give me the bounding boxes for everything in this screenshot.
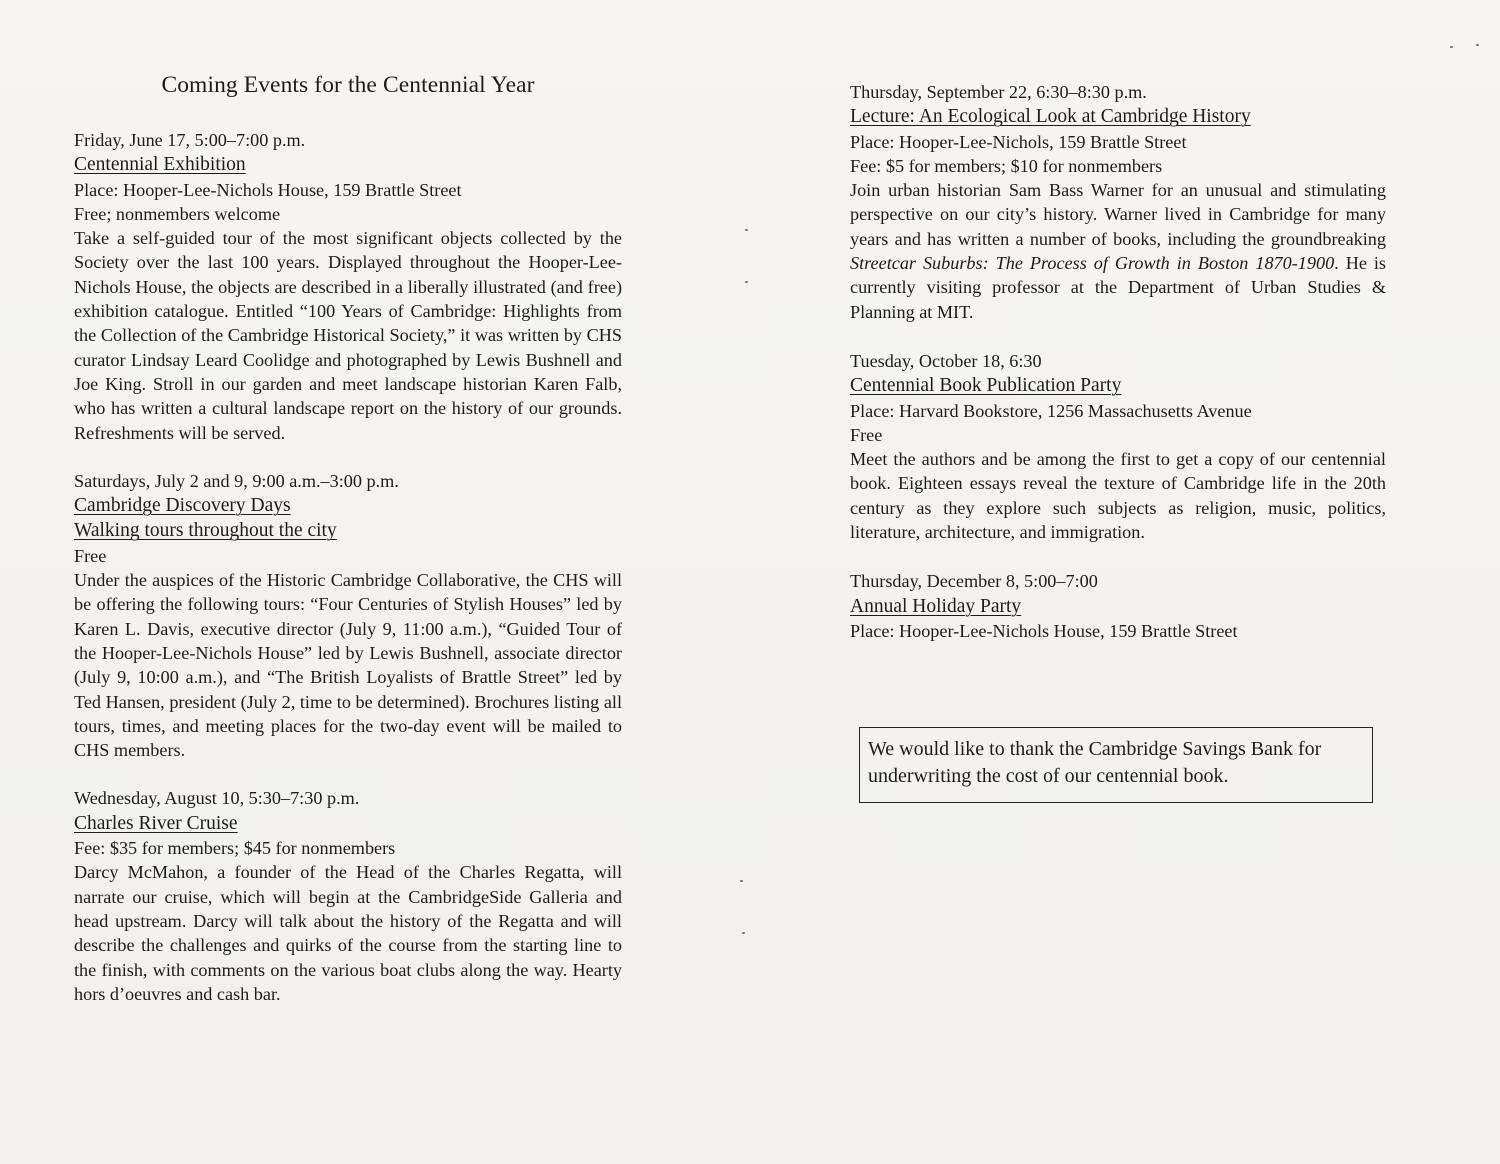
event-place: Place: Hooper-Lee-Nichols House, 159 Brattle Street xyxy=(850,620,1238,641)
description-text: Join urban historian Sam Bass Warner for an unusual and stimulating perspective on our city’s history. Warner lived in Cambridge for many years and has written a number of books, including the groundbreaking xyxy=(850,180,1386,249)
event-description: Take a self-guided tour of the most significant objects collected by the Society over the last 100 years. Displayed throughout the Hooper-Lee-Nichols House, the objects are described in a liberally illustrated (and free) exhibition catalogue. Entitled “100 Years of Cambridge: Highlights from the Collection of the Cambridge Historical Society,” it was written by CHS curator Lindsay Leard Coolidge and photographed by Lewis Bushnell and Joe King. Stroll in our garden and meet landscape historian Karen Falb, who has written a cultural landscape report on the history of our grounds. Refreshments will be served. xyxy=(74,228,622,443)
event-place: Place: Hooper-Lee-Nichols, 159 Brattle Street xyxy=(850,131,1187,152)
event-fee: Fee: $5 for members; $10 for nonmembers xyxy=(850,155,1163,176)
event-fee: Free; nonmembers welcome xyxy=(74,203,281,224)
scan-speck xyxy=(745,229,748,231)
event-centennial-exhibition xyxy=(74,128,622,445)
event-ecological-lecture xyxy=(850,80,1386,324)
event-fee: Fee: $35 for members; $45 for nonmembers xyxy=(74,838,396,859)
event-title: Cambridge Discovery Days xyxy=(74,495,291,517)
event-fee: Free xyxy=(74,545,107,566)
event-title: Charles River Cruise xyxy=(74,812,238,834)
event-subtitle: Walking tours throughout the city xyxy=(74,520,337,542)
event-fee: Free xyxy=(850,424,883,445)
event-description: Darcy McMahon, a founder of the Head of the Charles Regatta, will narrate our cruise, which will begin at the CambridgeSide Galleria and head upstream. Darcy will talk about the history of the Regatta and will describe the challenges and quirks of the course from the starting line to the finish, with comments on the various boat clubs along the way. Hearty hors d’oeuvres and cash bar. xyxy=(74,862,622,1004)
event-title: Centennial Exhibition xyxy=(74,154,246,176)
event-place: Place: Harvard Bookstore, 1256 Massachusetts Avenue xyxy=(850,400,1252,421)
event-title: Lecture: An Ecological Look at Cambridge History xyxy=(850,106,1251,128)
event-date: Saturdays, July 2 and 9, 9:00 a.m.–3:00 p.m. xyxy=(74,470,399,491)
scan-speck xyxy=(740,880,743,882)
event-place: Place: Hooper-Lee-Nichols House, 159 Brattle Street xyxy=(74,179,462,200)
thank-you-box: We would like to thank the Cambridge Savings Bank for underwriting the cost of our centennial book. xyxy=(859,727,1373,803)
right-column xyxy=(850,80,1386,643)
event-description xyxy=(850,178,1386,324)
event-book-publication-party xyxy=(850,349,1386,544)
event-date: Friday, June 17, 5:00–7:00 p.m. xyxy=(74,130,306,150)
event-date: Thursday, September 22, 6:30–8:30 p.m. xyxy=(850,82,1147,102)
event-charles-river-cruise xyxy=(74,786,622,1006)
page-heading: Coming Events for the Centennial Year xyxy=(161,72,535,98)
description-text: . He is currently visiting professor at the Department of Urban Studies & Planning at MIT. xyxy=(850,253,1387,322)
left-column xyxy=(74,68,622,1006)
scan-speck xyxy=(742,932,745,934)
event-title: Centennial Book Publication Party xyxy=(850,375,1122,397)
event-annual-holiday-party xyxy=(850,569,1386,643)
scan-speck xyxy=(1476,44,1479,46)
event-date: Thursday, December 8, 5:00–7:00 xyxy=(850,571,1098,592)
event-description: Under the auspices of the Historic Cambridge Collaborative, the CHS will be offering the following tours: “Four Centuries of Stylish Houses” led by Karen L. Davis, executive director (July 9, 11:00 a.m.), “Guided Tour of the Hooper-Lee-Nichols House” led by Lewis Bushnell, associate director (July 9, 10:00 a.m.), and “The British Loyalists of Brattle Street” led by Ted Hansen, president (July 2, time to be determined). Brochures listing all tours, times, and meeting places for the two-day event will be mailed to CHS members. xyxy=(74,570,622,761)
event-date: Tuesday, October 18, 6:30 xyxy=(850,350,1042,371)
event-description: Meet the authors and be among the first to get a copy of our centennial book. Eighteen essays reveal the texture of Cambridge life in the 20th century as they explore such subjects as religion, music, politics, literature, architecture, and immigration. xyxy=(850,449,1386,543)
event-date: Wednesday, August 10, 5:30–7:30 p.m. xyxy=(74,788,360,809)
scan-speck xyxy=(745,281,748,283)
event-title: Annual Holiday Party xyxy=(850,595,1022,617)
event-cambridge-discovery-days xyxy=(74,469,622,763)
book-title: Streetcar Suburbs: The Process of Growth in Boston 1870-1900 xyxy=(850,253,1335,274)
scan-speck xyxy=(1450,46,1453,48)
